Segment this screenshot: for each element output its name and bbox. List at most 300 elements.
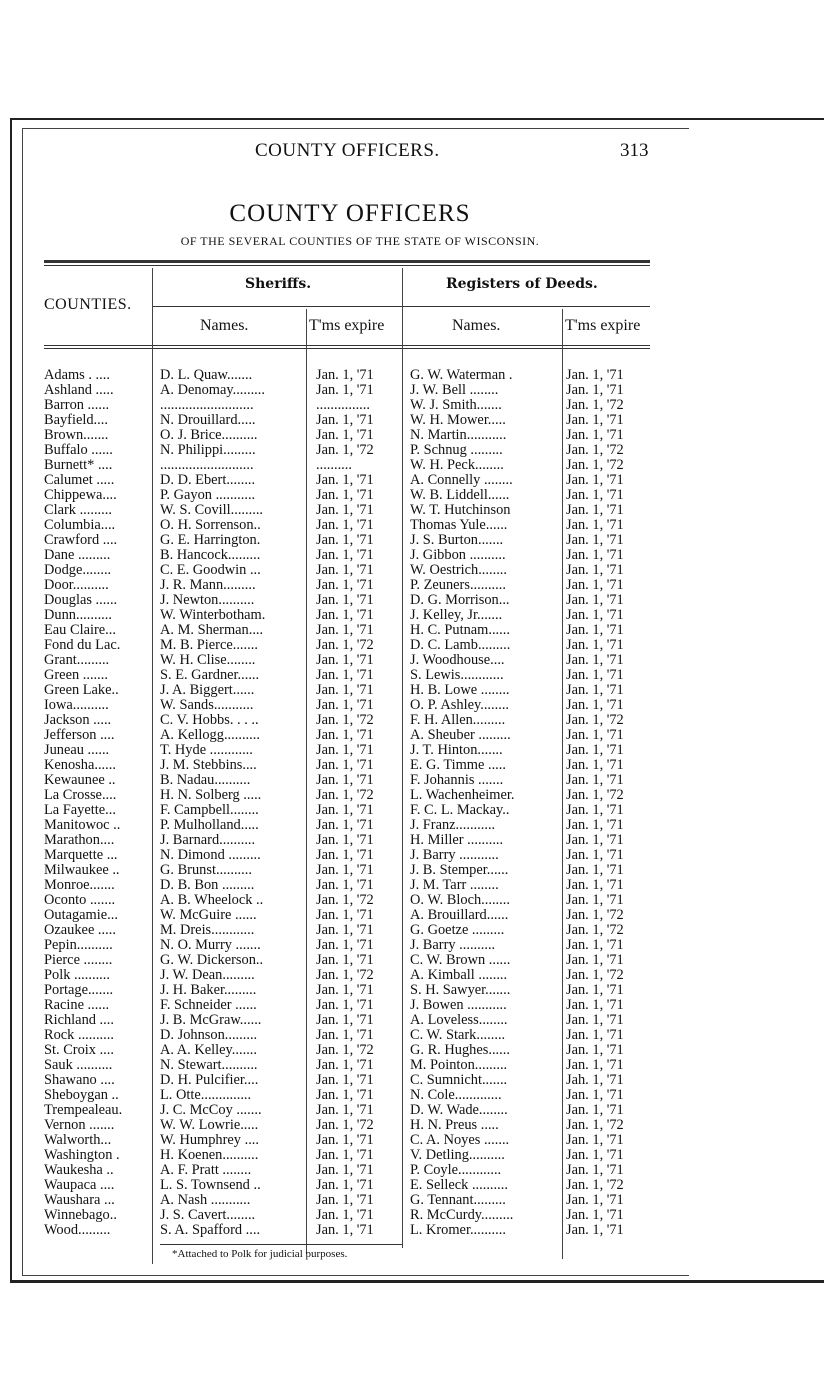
county-name: Rock ..........: [44, 1027, 114, 1043]
register-term-expiry: Jan. 1, '71: [566, 1222, 624, 1238]
table-top-rule-thin: [44, 265, 650, 266]
register-name: N. Martin...........: [410, 427, 507, 443]
sheriff-name: D. H. Pulcifier....: [160, 1072, 259, 1088]
sheriff-term-expiry: Jan. 1, '71: [316, 427, 374, 443]
register-term-expiry: Jan. 1, '72: [566, 397, 624, 413]
page-number: 313: [620, 140, 649, 161]
sheriff-term-expiry: Jan. 1, '71: [316, 532, 374, 548]
county-name: Burnett* ....: [44, 457, 113, 473]
table-top-rule: [44, 260, 650, 263]
sheriff-term-expiry: Jan. 1, '71: [316, 982, 374, 998]
sheriff-name: W. Sands...........: [160, 697, 254, 713]
register-term-expiry: Jan. 1, '71: [566, 817, 624, 833]
county-name: Kenosha......: [44, 757, 116, 773]
sheriff-name: C. E. Goodwin ...: [160, 562, 261, 578]
county-name: Columbia....: [44, 517, 116, 533]
register-name: J. Barry ..........: [410, 937, 496, 953]
sheriff-name: H. Koenen..........: [160, 1147, 259, 1163]
register-name: L. Wachenheimer.: [410, 787, 515, 803]
sheriff-name: L. Otte..............: [160, 1087, 252, 1103]
register-name: F. H. Allen.........: [410, 712, 506, 728]
register-name: C. A. Noyes .......: [410, 1132, 510, 1148]
sheriff-name: D. D. Ebert........: [160, 472, 256, 488]
register-name: J. S. Burton.......: [410, 532, 504, 548]
register-name: G. Tennant.........: [410, 1192, 506, 1208]
register-name: W. T. Hutchinson: [410, 502, 511, 518]
sheriff-term-expiry: Jan. 1, '71: [316, 502, 374, 518]
sheriff-name: C. V. Hobbs. . . ..: [160, 712, 259, 728]
sheriff-term-expiry: Jan. 1, '71: [316, 862, 374, 878]
register-names-header: Names.: [452, 317, 501, 334]
sheriff-term-expiry: Jan. 1, '71: [316, 1132, 374, 1148]
county-name: Clark .........: [44, 502, 112, 518]
register-name: A. Brouillard......: [410, 907, 509, 923]
counties-header: COUNTIES.: [44, 296, 132, 313]
sheriff-term-expiry: Jan. 1, '71: [316, 907, 374, 923]
sheriff-name: A. B. Wheelock ..: [160, 892, 264, 908]
sheriff-name: J. H. Baker.........: [160, 982, 257, 998]
register-name: J. Bowen ...........: [410, 997, 507, 1013]
register-name: P. Schnug .........: [410, 442, 503, 458]
sheriff-term-expiry: Jan. 1, '71: [316, 1147, 374, 1163]
sheriff-term-expiry: Jan. 1, '72: [316, 1117, 374, 1133]
register-name: E. G. Timme .....: [410, 757, 506, 773]
register-term-expiry: Jan. 1, '71: [566, 1057, 624, 1073]
register-term-expiry: Jan. 1, '71: [566, 577, 624, 593]
sheriff-name: A. A. Kelley.......: [160, 1042, 257, 1058]
sheriff-name: M. Dreis............: [160, 922, 255, 938]
sheriff-term-expiry: Jan. 1, '71: [316, 667, 374, 683]
group-header-rule: [152, 306, 650, 307]
county-name: Sheboygan ..: [44, 1087, 119, 1103]
county-name: Racine ......: [44, 997, 110, 1013]
register-term-expiry: Jan. 1, '71: [566, 982, 624, 998]
sheriff-name: N. Philippi.........: [160, 442, 256, 458]
sheriff-name: P. Mulholland.....: [160, 817, 259, 833]
register-name: J. Woodhouse....: [410, 652, 505, 668]
register-term-expiry: Jan. 1, '71: [566, 412, 624, 428]
register-name: J. Barry ...........: [410, 847, 499, 863]
sheriff-term-expiry: Jan. 1, '71: [316, 802, 374, 818]
register-term-expiry: Jan. 1, '71: [566, 742, 624, 758]
register-term-expiry: Jan. 1, '71: [566, 667, 624, 683]
county-name: Brown.......: [44, 427, 109, 443]
sheriff-term-expiry: Jan. 1, '71: [316, 412, 374, 428]
sheriff-term-expiry: Jan. 1, '71: [316, 592, 374, 608]
sheriff-name: A. Kellogg..........: [160, 727, 260, 743]
sheriff-term-expiry: Jan. 1, '71: [316, 1102, 374, 1118]
sheriff-name: J. C. McCoy .......: [160, 1102, 262, 1118]
sheriff-term-expiry: Jan. 1, '71: [316, 1207, 374, 1223]
sheriff-term-expiry: Jan. 1, '71: [316, 952, 374, 968]
county-name: Manitowoc ..: [44, 817, 121, 833]
county-name: Waushara ...: [44, 1192, 115, 1208]
sheriff-name: T. Hyde ............: [160, 742, 253, 758]
register-term-expiry: Jan. 1, '71: [566, 1027, 624, 1043]
register-name: J. W. Bell ........: [410, 382, 499, 398]
register-name: G. W. Waterman .: [410, 367, 513, 383]
sheriff-name: J. Newton..........: [160, 592, 255, 608]
sheriff-name: S. A. Spafford ....: [160, 1222, 261, 1238]
register-term-expiry: Jan. 1, '71: [566, 367, 624, 383]
sheriff-name: W. W. Lowrie.....: [160, 1117, 259, 1133]
sheriff-term-expiry: Jan. 1, '71: [316, 652, 374, 668]
register-name: E. Selleck ..........: [410, 1177, 508, 1193]
sheriff-term-expiry: Jan. 1, '72: [316, 637, 374, 653]
running-title: COUNTY OFFICERS.: [255, 140, 440, 161]
register-name: P. Zeuners..........: [410, 577, 506, 593]
register-name: A. Loveless........: [410, 1012, 508, 1028]
sheriff-term-expiry: Jan. 1, '71: [316, 877, 374, 893]
sheriff-term-expiry: Jan. 1, '72: [316, 967, 374, 983]
sheriff-name: B. Nadau..........: [160, 772, 251, 788]
register-name: O. P. Ashley........: [410, 697, 510, 713]
sheriff-name: J. R. Mann.........: [160, 577, 256, 593]
register-term-expiry: Jan. 1, '71: [566, 682, 624, 698]
register-name: W. J. Smith.......: [410, 397, 502, 413]
sheriff-name: W. H. Clise........: [160, 652, 256, 668]
sheriff-term-expiry: Jan. 1, '71: [316, 622, 374, 638]
register-term-expiry: Jan. 1, '71: [566, 892, 624, 908]
sheriff-term-expiry: Jan. 1, '71: [316, 847, 374, 863]
county-name: Richland ....: [44, 1012, 114, 1028]
sheriff-name: A. M. Sherman....: [160, 622, 264, 638]
sheriff-name: O. H. Sorrenson..: [160, 517, 261, 533]
sheriff-term-expiry: Jan. 1, '71: [316, 1012, 374, 1028]
sheriff-term-expiry: Jan. 1, '71: [316, 697, 374, 713]
register-name: A. Sheuber .........: [410, 727, 511, 743]
register-term-expiry: Jan. 1, '71: [566, 727, 624, 743]
register-term-expiry: Jan. 1, '71: [566, 652, 624, 668]
sheriff-name: F. Schneider ......: [160, 997, 257, 1013]
county-name: Calumet .....: [44, 472, 115, 488]
sheriffs-header: Sheriffs.: [245, 276, 312, 292]
sheriff-name: W. Winterbotham.: [160, 607, 266, 623]
county-name: Outagamie...: [44, 907, 118, 923]
register-term-expiry: Jan. 1, '72: [566, 457, 624, 473]
register-term-expiry: Jan. 1, '71: [566, 757, 624, 773]
county-name: Douglas ......: [44, 592, 118, 608]
register-term-expiry: Jan. 1, '72: [566, 442, 624, 458]
sheriff-term-expiry: Jan. 1, '72: [316, 442, 374, 458]
register-term-expiry: Jan. 1, '71: [566, 382, 624, 398]
register-term-expiry: Jan. 1, '71: [566, 622, 624, 638]
register-name: J. T. Hinton.......: [410, 742, 503, 758]
sheriff-term-expiry: Jan. 1, '71: [316, 382, 374, 398]
county-name: Ozaukee .....: [44, 922, 116, 938]
column-header-rule: [44, 345, 650, 346]
footnote: *Attached to Polk for judicial purposes.: [172, 1248, 348, 1260]
sheriff-names-header: Names.: [200, 317, 249, 334]
sheriff-name: J. Barnard..........: [160, 832, 256, 848]
county-name: Dodge........: [44, 562, 112, 578]
column-divider-sheriff-terms: [306, 309, 307, 1254]
page-subtitle: OF THE SEVERAL COUNTIES OF THE STATE OF WISCONSIN.: [180, 234, 540, 248]
register-term-expiry: Jan. 1, '71: [566, 1102, 624, 1118]
register-name: S. Lewis............: [410, 667, 504, 683]
sheriff-name: F. Campbell........: [160, 802, 259, 818]
register-name: W. B. Liddell......: [410, 487, 510, 503]
register-name: M. Pointon.........: [410, 1057, 508, 1073]
register-name: J. Gibbon ..........: [410, 547, 506, 563]
county-name: Jackson .....: [44, 712, 112, 728]
register-term-expiry: Jan. 1, '71: [566, 532, 624, 548]
register-term-expiry: Jan. 1, '72: [566, 1177, 624, 1193]
register-name: W. H. Peck........: [410, 457, 504, 473]
register-name: D. C. Lamb.........: [410, 637, 511, 653]
register-name: S. H. Sawyer.......: [410, 982, 511, 998]
sheriff-name: J. S. Cavert........: [160, 1207, 256, 1223]
column-divider-register-terms: [562, 309, 563, 1259]
county-name: Grant.........: [44, 652, 110, 668]
county-name: Washington .: [44, 1147, 120, 1163]
county-name: Dunn..........: [44, 607, 112, 623]
sheriff-name: N. Stewart..........: [160, 1057, 258, 1073]
register-term-expiry: Jah. 1, '71: [566, 1072, 624, 1088]
county-name: Walworth...: [44, 1132, 112, 1148]
sheriff-term-expiry: Jan. 1, '71: [316, 607, 374, 623]
register-name: C. Sumnicht.......: [410, 1072, 508, 1088]
sheriff-term-expiry: Jan. 1, '71: [316, 817, 374, 833]
county-name: Ashland .....: [44, 382, 114, 398]
sheriff-term-expiry: Jan. 1, '71: [316, 1177, 374, 1193]
county-name: Pepin..........: [44, 937, 113, 953]
county-name: Juneau ......: [44, 742, 110, 758]
register-term-expiry: Jan. 1, '71: [566, 1207, 624, 1223]
sheriff-term-expiry: Jan. 1, '71: [316, 487, 374, 503]
sheriff-name: W. S. Covill.........: [160, 502, 264, 518]
county-name: Monroe.......: [44, 877, 115, 893]
register-name: D. W. Wade........: [410, 1102, 508, 1118]
sheriff-name: D. Johnson.........: [160, 1027, 258, 1043]
county-name: Portage.......: [44, 982, 114, 998]
county-name: Marquette ...: [44, 847, 118, 863]
sheriff-name: A. F. Pratt ........: [160, 1162, 252, 1178]
register-term-expiry: Jan. 1, '71: [566, 592, 624, 608]
sheriff-name: M. B. Pierce.......: [160, 637, 258, 653]
county-name: La Fayette...: [44, 802, 116, 818]
sheriff-name: N. O. Murry .......: [160, 937, 261, 953]
county-name: Winnebago..: [44, 1207, 117, 1223]
column-header-rule-thin: [44, 348, 650, 349]
sheriff-term-expiry: Jan. 1, '71: [316, 547, 374, 563]
register-term-expiry: Jan. 1, '72: [566, 967, 624, 983]
sheriff-name: J. A. Biggert......: [160, 682, 255, 698]
county-name: Pierce ........: [44, 952, 113, 968]
register-name: R. McCurdy.........: [410, 1207, 514, 1223]
sheriff-name: J. M. Stebbins....: [160, 757, 257, 773]
sheriff-name: N. Drouillard.....: [160, 412, 256, 428]
sheriff-name: ..........................: [160, 457, 254, 473]
county-name: Oconto .......: [44, 892, 116, 908]
register-name: J. M. Tarr ........: [410, 877, 499, 893]
sheriff-name: G. W. Dickerson..: [160, 952, 264, 968]
county-name: Waukesha ..: [44, 1162, 114, 1178]
register-name: A. Connelly ........: [410, 472, 513, 488]
county-name: Milwaukee ..: [44, 862, 120, 878]
sheriff-term-expiry: Jan. 1, '71: [316, 1087, 374, 1103]
county-name: Jefferson ....: [44, 727, 115, 743]
sheriff-term-expiry: Jan. 1, '71: [316, 1222, 374, 1238]
register-name: G. Goetze .........: [410, 922, 505, 938]
sheriff-term-expiry: Jan. 1, '71: [316, 1057, 374, 1073]
sheriff-term-expiry: Jan. 1, '71: [316, 1072, 374, 1088]
register-term-expiry: Jan. 1, '71: [566, 1087, 624, 1103]
register-name: J. Franz...........: [410, 817, 496, 833]
county-name: Dane .........: [44, 547, 111, 563]
register-term-expiry: Jan. 1, '71: [566, 697, 624, 713]
register-term-expiry: Jan. 1, '72: [566, 787, 624, 803]
sheriff-name: A. Nash ...........: [160, 1192, 251, 1208]
sheriff-term-expiry: Jan. 1, '71: [316, 562, 374, 578]
sheriff-name: N. Dimond .........: [160, 847, 261, 863]
county-name: Sauk ..........: [44, 1057, 113, 1073]
sheriff-name: J. B. McGraw......: [160, 1012, 262, 1028]
county-name: Kewaunee ..: [44, 772, 116, 788]
registers-header: Registers of Deeds.: [446, 276, 598, 292]
register-name: O. W. Bloch........: [410, 892, 510, 908]
register-term-expiry: Jan. 1, '72: [566, 1117, 624, 1133]
sheriff-term-expiry: ...............: [316, 397, 370, 413]
register-term-expiry: Jan. 1, '71: [566, 802, 624, 818]
register-name: C. W. Stark........: [410, 1027, 506, 1043]
register-name: Thomas Yule......: [410, 517, 508, 533]
register-term-expiry: Jan. 1, '71: [566, 637, 624, 653]
county-name: Wood.........: [44, 1222, 111, 1238]
register-name: V. Detling..........: [410, 1147, 505, 1163]
sheriff-name: B. Hancock.........: [160, 547, 261, 563]
register-name: H. Miller ..........: [410, 832, 504, 848]
register-term-expiry: Jan. 1, '71: [566, 487, 624, 503]
county-name: Crawford ....: [44, 532, 118, 548]
county-name: Chippewa....: [44, 487, 117, 503]
county-name: Buffalo ......: [44, 442, 113, 458]
register-term-expiry: Jan. 1, '71: [566, 1012, 624, 1028]
register-term-expiry: Jan. 1, '71: [566, 877, 624, 893]
register-term-expiry: Jan. 1, '72: [566, 712, 624, 728]
sheriff-term-expiry: Jan. 1, '71: [316, 742, 374, 758]
sheriff-term-expiry: Jan. 1, '71: [316, 682, 374, 698]
register-name: H. B. Lowe ........: [410, 682, 510, 698]
sheriff-term-expiry: ..........: [316, 457, 352, 473]
column-divider-sheriffs: [402, 268, 403, 1248]
sheriff-name: H. N. Solberg .....: [160, 787, 262, 803]
register-term-expiry: Jan. 1, '71: [566, 997, 624, 1013]
register-term-expiry: Jan. 1, '71: [566, 937, 624, 953]
register-term-expiry: Jan. 1, '71: [566, 607, 624, 623]
sheriff-term-expiry: Jan. 1, '71: [316, 517, 374, 533]
sheriff-term-expiry: Jan. 1, '71: [316, 577, 374, 593]
sheriff-name: J. W. Dean.........: [160, 967, 255, 983]
sheriff-name: G. Brunst..........: [160, 862, 252, 878]
county-name: St. Croix ....: [44, 1042, 114, 1058]
county-name: Trempealeau.: [44, 1102, 123, 1118]
sheriff-name: ..........................: [160, 397, 254, 413]
sheriff-term-expiry: Jan. 1, '71: [316, 757, 374, 773]
sheriff-name: G. E. Harrington.: [160, 532, 261, 548]
register-name: P. Coyle............: [410, 1162, 502, 1178]
register-term-expiry: Jan. 1, '71: [566, 952, 624, 968]
register-term-expiry: Jan. 1, '71: [566, 562, 624, 578]
register-term-expiry: Jan. 1, '71: [566, 517, 624, 533]
register-name: J. Kelley, Jr.......: [410, 607, 503, 623]
county-name: Iowa..........: [44, 697, 109, 713]
register-term-expiry: Jan. 1, '72: [566, 922, 624, 938]
register-name: G. R. Hughes......: [410, 1042, 510, 1058]
register-term-expiry: Jan. 1, '72: [566, 907, 624, 923]
register-name: F. C. L. Mackay..: [410, 802, 510, 818]
sheriff-name: P. Gayon ...........: [160, 487, 256, 503]
county-name: Marathon....: [44, 832, 115, 848]
register-term-expiry: Jan. 1, '71: [566, 847, 624, 863]
sheriff-term-expiry: Jan. 1, '71: [316, 997, 374, 1013]
register-name: L. Kromer..........: [410, 1222, 506, 1238]
register-name: H. N. Preus .....: [410, 1117, 499, 1133]
sheriff-term-expiry: Jan. 1, '71: [316, 772, 374, 788]
sheriff-term-expiry: Jan. 1, '71: [316, 1027, 374, 1043]
register-term-expiry: Jan. 1, '71: [566, 427, 624, 443]
register-name: N. Cole.............: [410, 1087, 502, 1103]
county-name: Eau Claire...: [44, 622, 116, 638]
register-name: W. H. Mower.....: [410, 412, 506, 428]
county-name: Door..........: [44, 577, 109, 593]
register-term-expiry: Jan. 1, '71: [566, 832, 624, 848]
sheriff-term-expiry: Jan. 1, '71: [316, 367, 374, 383]
sheriff-term-expiry: Jan. 1, '71: [316, 1162, 374, 1178]
sheriff-term-expiry: Jan. 1, '72: [316, 712, 374, 728]
sheriff-name: W. McGuire ......: [160, 907, 257, 923]
sheriff-term-expiry: Jan. 1, '71: [316, 472, 374, 488]
county-name: Bayfield....: [44, 412, 108, 428]
county-name: Green Lake..: [44, 682, 119, 698]
sheriff-term-expiry: Jan. 1, '71: [316, 727, 374, 743]
register-term-expiry: Jan. 1, '71: [566, 502, 624, 518]
sheriff-term-expiry: Jan. 1, '71: [316, 1192, 374, 1208]
sheriff-name: A. Denomay.........: [160, 382, 265, 398]
sheriff-term-expiry: Jan. 1, '71: [316, 937, 374, 953]
register-term-expiry: Jan. 1, '71: [566, 1042, 624, 1058]
county-name: Polk ..........: [44, 967, 110, 983]
sheriff-term-expiry: Jan. 1, '72: [316, 1042, 374, 1058]
footnote-rule: [160, 1244, 402, 1245]
county-name: Shawano ....: [44, 1072, 115, 1088]
register-term-expiry: Jan. 1, '71: [566, 1147, 624, 1163]
sheriff-name: O. J. Brice..........: [160, 427, 258, 443]
sheriff-name: D. L. Quaw.......: [160, 367, 253, 383]
register-term-expiry: Jan. 1, '71: [566, 1132, 624, 1148]
register-term-expiry: Jan. 1, '71: [566, 547, 624, 563]
register-term-expiry: Jan. 1, '71: [566, 1162, 624, 1178]
register-term-expiry: Jan. 1, '71: [566, 472, 624, 488]
register-term-expiry: Jan. 1, '71: [566, 862, 624, 878]
sheriff-name: W. Humphrey ....: [160, 1132, 259, 1148]
sheriff-name: L. S. Townsend ..: [160, 1177, 261, 1193]
register-name: J. B. Stemper......: [410, 862, 509, 878]
county-name: Barron ......: [44, 397, 110, 413]
register-name: A. Kimball ........: [410, 967, 508, 983]
sheriff-term-expiry: Jan. 1, '72: [316, 787, 374, 803]
register-name: D. G. Morrison...: [410, 592, 510, 608]
register-name: H. C. Putnam......: [410, 622, 510, 638]
county-name: Green .......: [44, 667, 108, 683]
sheriff-name: D. B. Bon .........: [160, 877, 255, 893]
sheriff-term-expiry: Jan. 1, '71: [316, 832, 374, 848]
county-name: La Crosse....: [44, 787, 117, 803]
sheriff-term-expiry: Jan. 1, '71: [316, 922, 374, 938]
register-name: W. Oestrich........: [410, 562, 507, 578]
county-name: Fond du Lac.: [44, 637, 121, 653]
register-name: C. W. Brown ......: [410, 952, 511, 968]
